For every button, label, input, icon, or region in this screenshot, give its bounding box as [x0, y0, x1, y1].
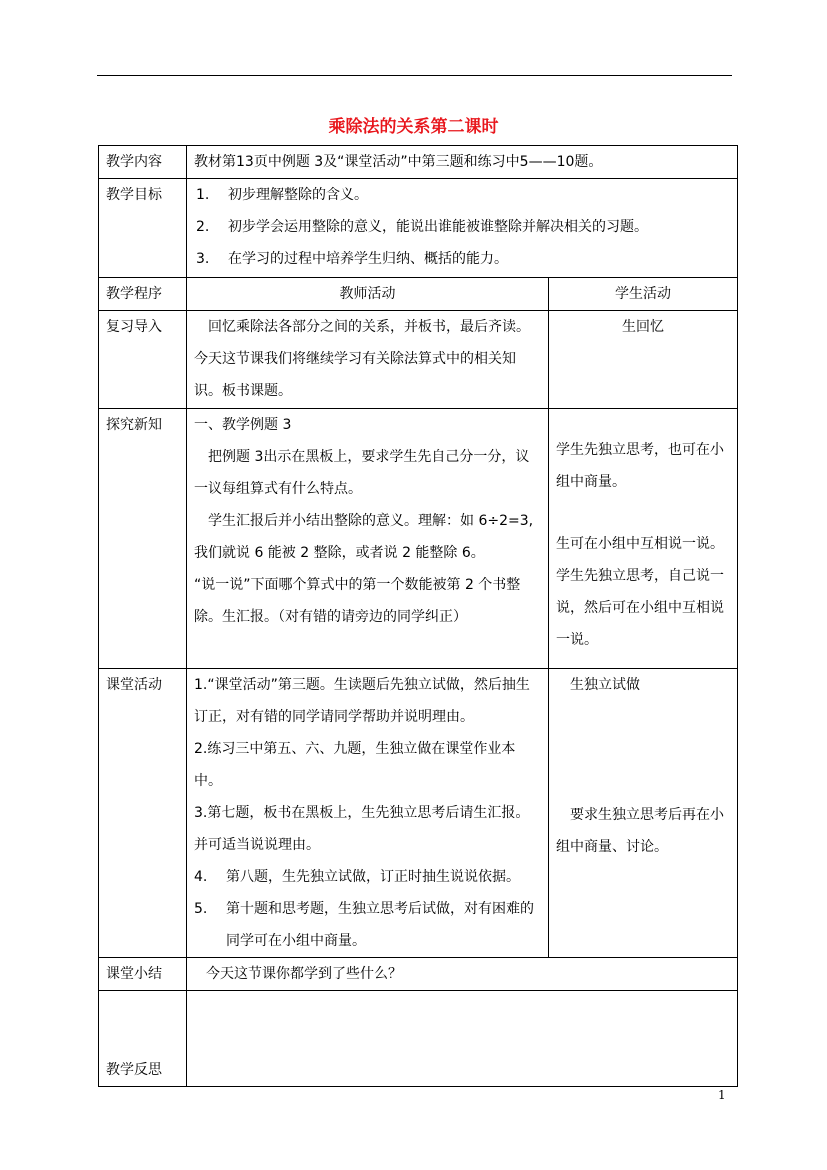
row-goals [99, 179, 738, 278]
activity-teacher-item: 5. 第十题和思考题，生独立思考后试做，对有困难的同学可在小组中商量。 [194, 901, 534, 949]
activity-teacher-item: 4. 第八题，生先独立试做，订正时抽生说说依据。 [194, 869, 520, 885]
row-reflection [99, 991, 738, 1087]
row-explore [99, 409, 738, 669]
page-number: 1 [718, 1088, 726, 1102]
explore-teacher-paragraph: “说一说”下面哪个算式中的第一个数能被第 2 个书整除。生汇报。（对有错的请旁边的同学纠正） [194, 577, 521, 625]
header-rule [97, 75, 732, 76]
activity-student-text [549, 669, 738, 958]
activity-teacher-paragraph: 3.第七题，板书在黑板上，生先独立思考后请生汇报。并可适当说说理由。 [194, 805, 530, 853]
activity-teacher-paragraph: 1.“课堂活动”第三题。生读题后先独立试做，然后抽生订正，对有错的同学请同学帮助并说明理由。 [194, 677, 530, 725]
explore-student-text [549, 409, 738, 669]
col-teacher-activity: 教师活动 [187, 278, 549, 311]
explore-teacher-paragraph: 学生汇报后并小结出整除的意义。理解：如 6÷2=3, 我们就说 6 能被 2 整除，或者说 2 能整除 6。 [194, 513, 534, 561]
content-text: 教材第13页中例题 3及“课堂活动”中第三题和练习中5——10题。 [187, 146, 738, 179]
explore-teacher-paragraph: 把例题 3出示在黑板上，要求学生先自己分一分，议一议每组算式有什么特点。 [194, 449, 530, 497]
goals-list [187, 179, 738, 278]
row-activity [99, 669, 738, 958]
row-summary [99, 958, 738, 991]
goal-item: 1. 初步理解整除的含义。 [196, 187, 368, 203]
explore-student-paragraph: 生可在小组中互相说一说。学生先独立思考，自己说一说，然后可在小组中互相说一说。 [556, 536, 724, 648]
label-explore: 探究新知 [99, 409, 187, 669]
activity-student-paragraph: 生独立试做 [570, 677, 640, 693]
explore-student-paragraph: 学生先独立思考，也可在小组中商量。 [556, 442, 724, 490]
activity-teacher-text [187, 669, 549, 958]
row-content [99, 146, 738, 179]
label-reflection: 教学反思 [99, 991, 187, 1087]
label-review: 复习导入 [99, 311, 187, 409]
label-content: 教学内容 [99, 146, 187, 179]
explore-teacher-paragraph: 一、教学例题 3 [194, 417, 292, 433]
reflection-text [187, 991, 738, 1087]
lesson-plan-table [98, 145, 738, 1087]
row-header [99, 278, 738, 311]
goal-item: 3. 在学习的过程中培养学生归纳、概括的能力。 [196, 251, 508, 267]
activity-student-paragraph: 要求生独立思考后再在小组中商量、讨论。 [556, 807, 724, 855]
label-summary: 课堂小结 [99, 958, 187, 991]
summary-text: 今天这节课你都学到了些什么？ [187, 958, 738, 991]
review-student-text: 生回忆 [549, 311, 738, 409]
goal-item: 2. 初步学会运用整除的意义，能说出谁能被谁整除并解决相关的习题。 [196, 219, 648, 235]
label-activity: 课堂活动 [99, 669, 187, 958]
col-student-activity: 学生活动 [549, 278, 738, 311]
label-goals: 教学目标 [99, 179, 187, 278]
page-title: 乘除法的关系第二课时 [328, 117, 499, 137]
activity-teacher-paragraph: 2.练习三中第五、六、九题，生独立做在课堂作业本中。 [194, 741, 516, 789]
explore-teacher-text [187, 409, 549, 669]
review-teacher-text: 回忆乘除法各部分之间的关系，并板书，最后齐读。今天这节课我们将继续学习有关除法算式中的相关知识。板书课题。 [187, 311, 549, 409]
row-review [99, 311, 738, 409]
label-procedure: 教学程序 [99, 278, 187, 311]
